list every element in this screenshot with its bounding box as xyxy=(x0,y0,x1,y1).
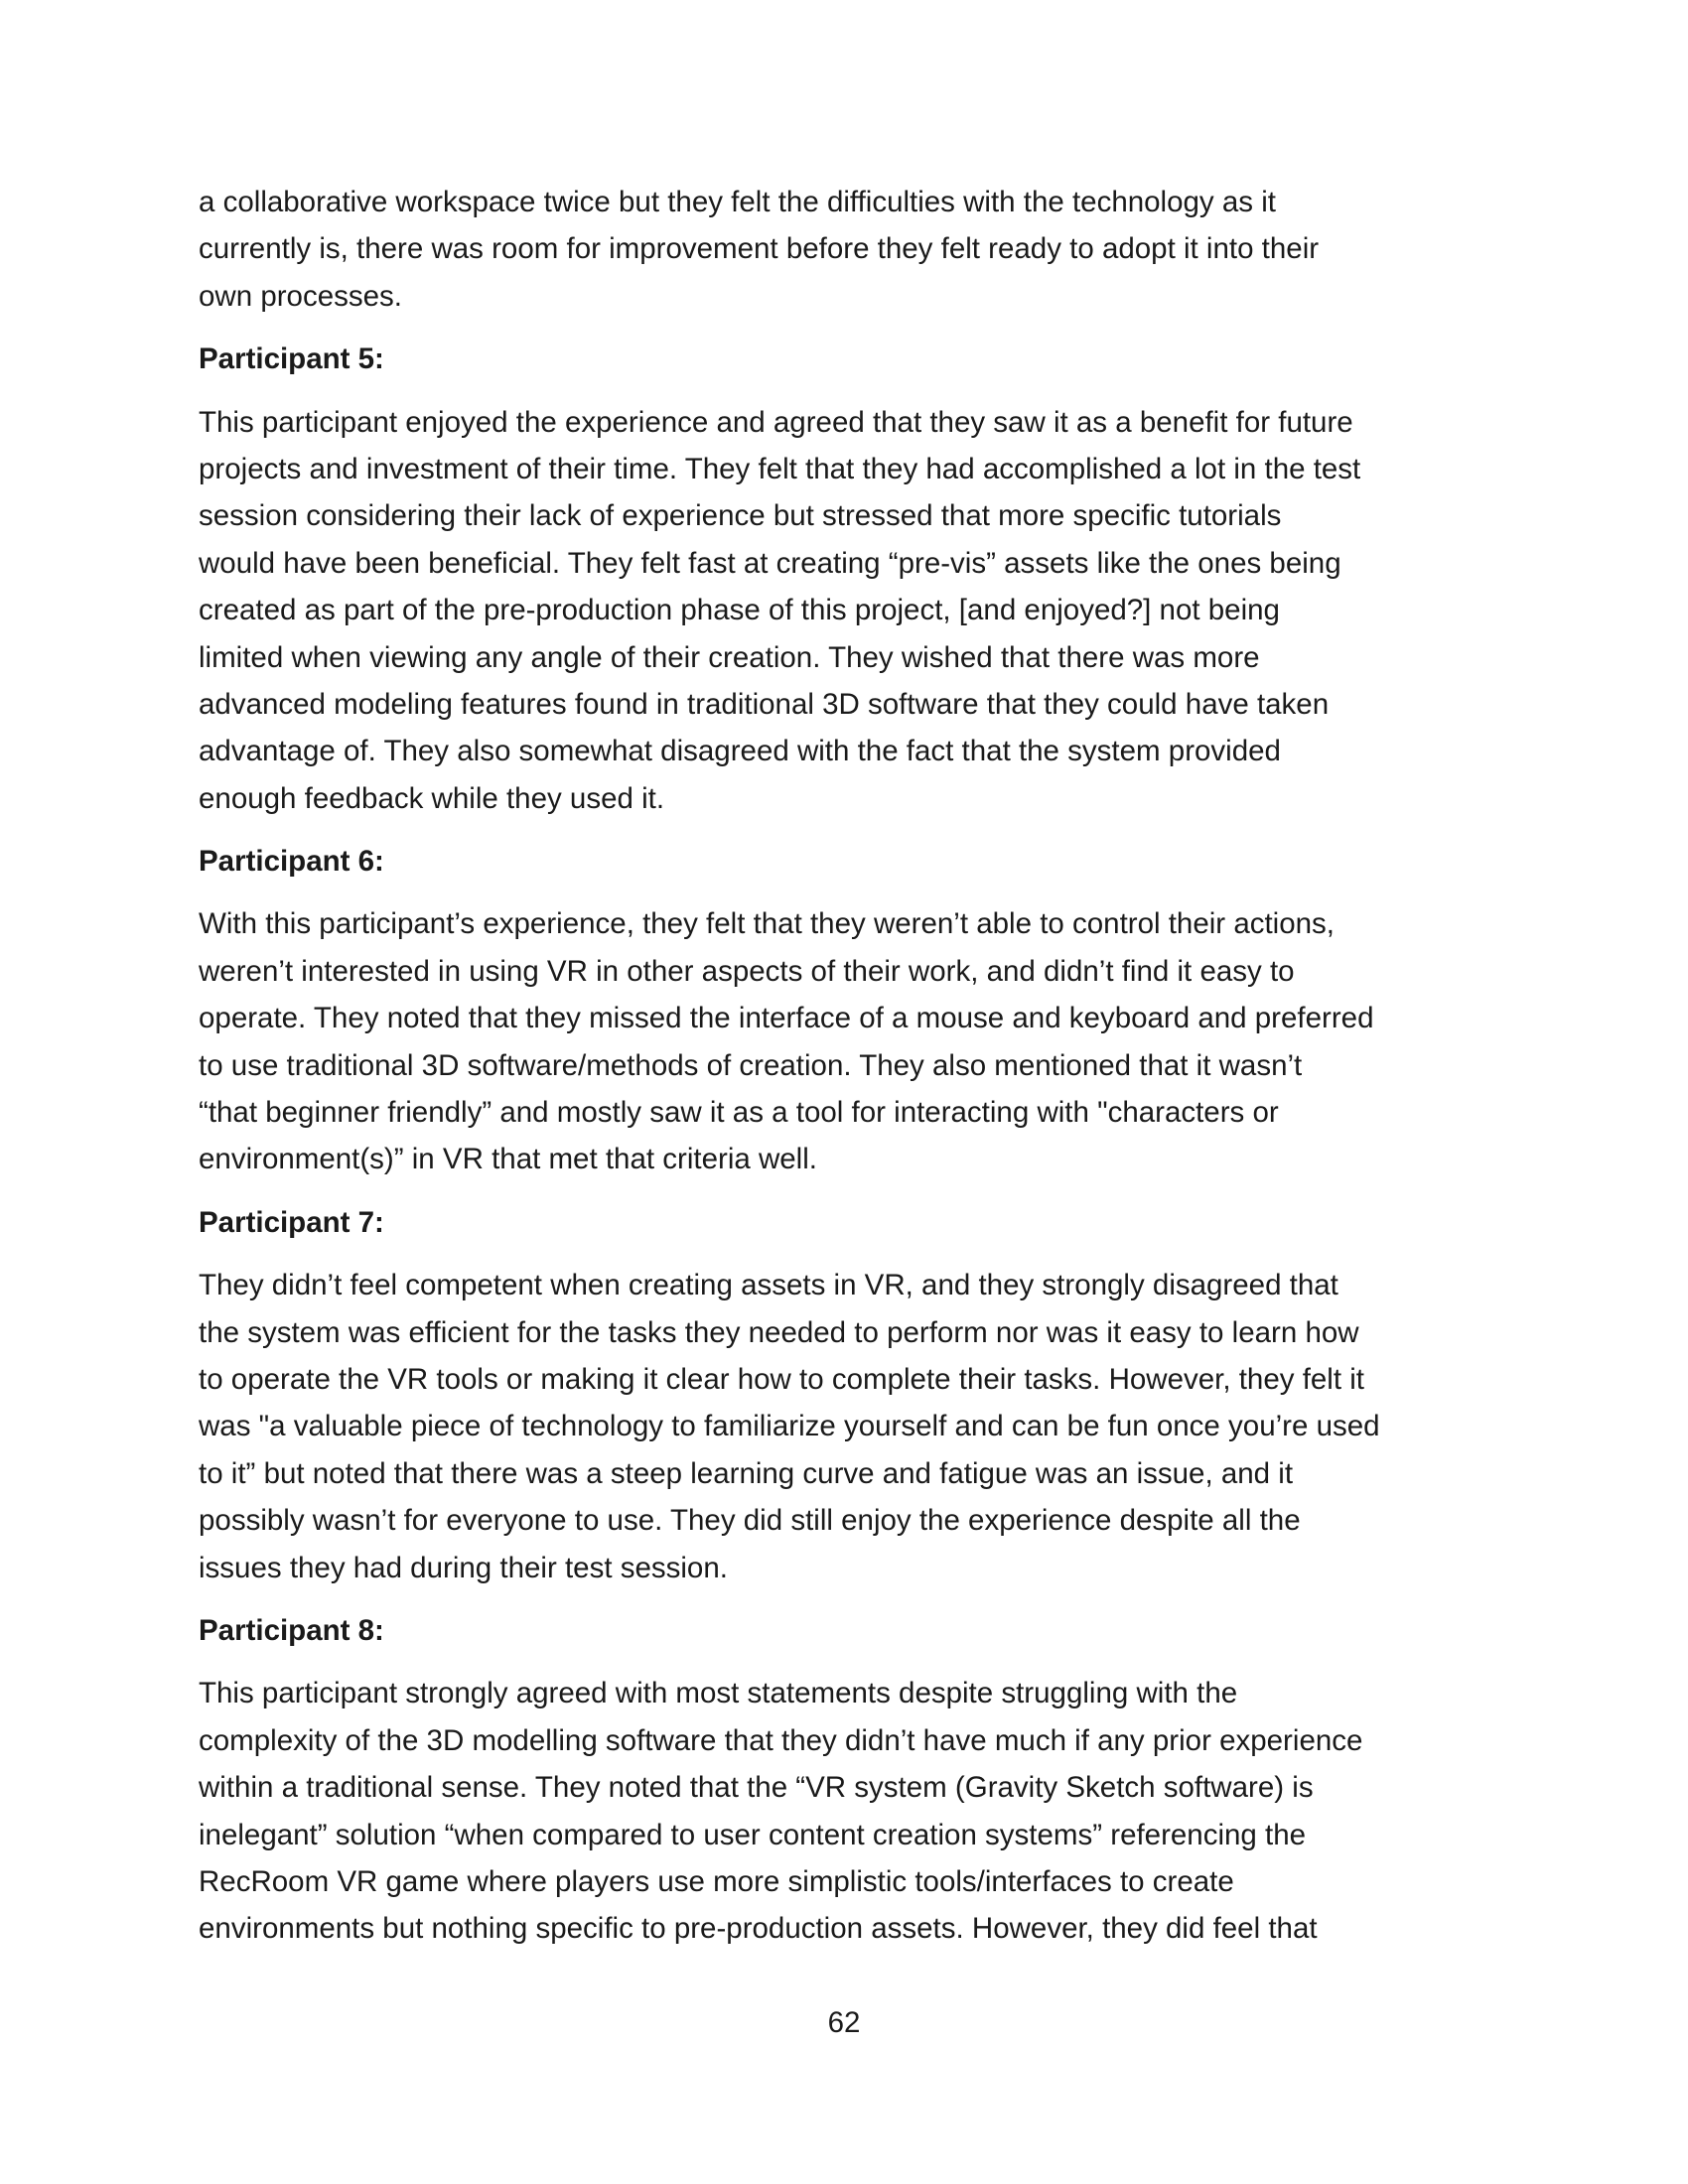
section-heading: Participant 7: xyxy=(199,1205,384,1239)
text-line: would have been beneficial. They felt fast at creating “pre-vis” assets like the ones being xyxy=(199,546,1341,580)
text-line: possibly wasn’t for everyone to use. They did still enjoy the experience despite all the xyxy=(199,1504,1301,1538)
text-line: This participant enjoyed the experience and agreed that they saw it as a benefit for future xyxy=(199,405,1353,439)
section-paragraph xyxy=(199,900,1489,1182)
text-line: complexity of the 3D modelling software that they didn’t have much if any prior experience xyxy=(199,1723,1363,1757)
text-line: limited when viewing any angle of their creation. They wished that there was more xyxy=(199,640,1260,674)
text-line: “that beginner friendly” and mostly saw it as a tool for interacting with "characters or xyxy=(199,1096,1279,1130)
text-line: environment(s)” in VR that met that criteria well. xyxy=(199,1143,817,1176)
text-line: a collaborative workspace twice but they felt the difficulties with the technology as it xyxy=(199,186,1276,218)
text-line: weren’t interested in using VR in other aspects of their work, and didn’t find it easy to xyxy=(199,954,1295,988)
section-paragraph xyxy=(199,1262,1489,1591)
text-line: enough feedback while they used it. xyxy=(199,781,665,815)
text-line: own processes. xyxy=(199,279,402,313)
text-line: advanced modeling features found in traditional 3D software that they could have taken xyxy=(199,687,1330,721)
text-line: issues they had during their test session. xyxy=(199,1551,728,1584)
section-participant-7 xyxy=(199,1199,1489,1591)
text-line: was "a valuable piece of technology to familiarize yourself and can be fun once you’re used xyxy=(199,1410,1380,1443)
section-participant-6 xyxy=(199,838,1489,1183)
text-line: With this participant’s experience, they felt that they weren’t able to control their actions, xyxy=(199,907,1335,941)
text-line: inelegant” solution “when compared to user content creation systems” referencing the xyxy=(199,1818,1307,1851)
page-number: 62 xyxy=(827,2006,861,2039)
section-heading: Participant 8: xyxy=(199,1613,384,1647)
text-line: to it” but noted that there was a steep learning curve and fatigue was an issue, and it xyxy=(199,1456,1294,1490)
text-line: created as part of the pre-production phase of this project, [and enjoyed?] not being xyxy=(199,594,1280,627)
text-line: This participant strongly agreed with most statements despite struggling with the xyxy=(199,1677,1238,1710)
text-line: within a traditional sense. They noted that the “VR system (Gravity Sketch software) is xyxy=(199,1771,1314,1805)
page-content xyxy=(199,179,1489,1969)
section-heading: Participant 5: xyxy=(199,342,384,376)
intro-paragraph xyxy=(199,179,1489,320)
text-line: RecRoom VR game where players use more simplistic tools/interfaces to create xyxy=(199,1864,1234,1898)
text-line: environments but nothing specific to pre-production assets. However, they did feel that xyxy=(199,1912,1318,1946)
text-line: projects and investment of their time. They felt that they had accomplished a lot in the test xyxy=(199,452,1361,485)
section-paragraph xyxy=(199,1670,1489,1952)
section-participant-5 xyxy=(199,336,1489,822)
section-paragraph xyxy=(199,399,1489,823)
text-line: the system was efficient for the tasks they needed to perform nor was it easy to learn how xyxy=(199,1315,1359,1349)
text-line: to operate the VR tools or making it clear how to complete their tasks. However, they felt it xyxy=(199,1362,1364,1396)
section-participant-8 xyxy=(199,1607,1489,1953)
section-heading: Participant 6: xyxy=(199,845,384,879)
text-line: operate. They noted that they missed the interface of a mouse and keyboard and preferred xyxy=(199,1002,1374,1035)
text-line: session considering their lack of experience but stressed that more specific tutorials xyxy=(199,499,1282,533)
text-line: They didn’t feel competent when creating assets in VR, and they strongly disagreed that xyxy=(199,1269,1338,1302)
text-line: currently is, there was room for improvement before they felt ready to adopt it into their xyxy=(199,232,1320,266)
text-line: to use traditional 3D software/methods of creation. They also mentioned that it wasn’t xyxy=(199,1048,1303,1082)
text-line: advantage of. They also somewhat disagreed with the fact that the system provided xyxy=(199,735,1281,768)
